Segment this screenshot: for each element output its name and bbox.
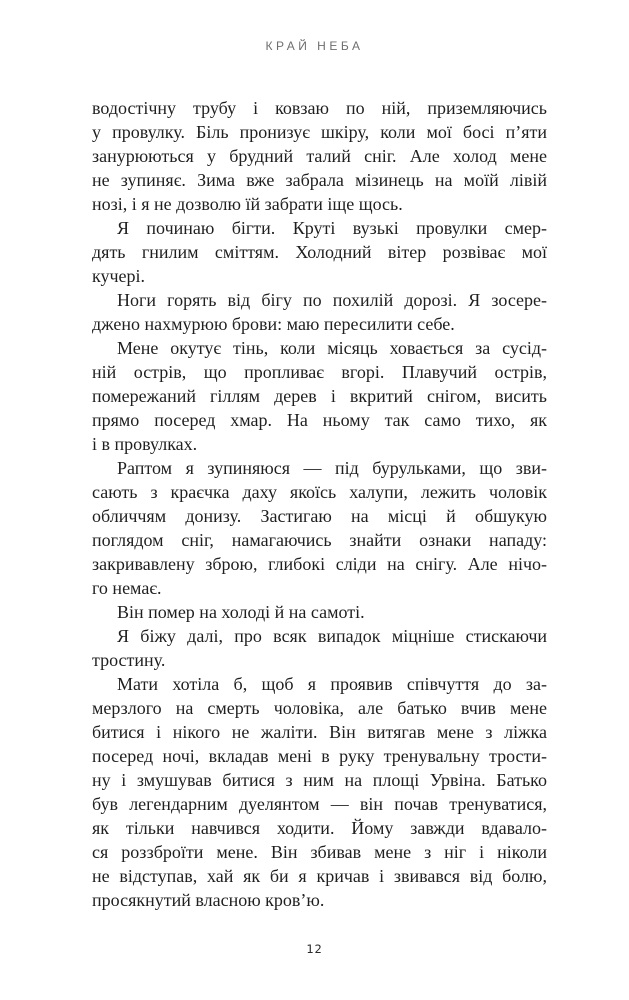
text-line: Він помер на холоді й на самоті. bbox=[117, 602, 365, 622]
text-line: водостічну трубу і ковзаю по ній, приземляючись bbox=[92, 98, 547, 118]
text-line: Я починаю бігти. Круті вузькі провулки смер- bbox=[117, 218, 547, 238]
text-line: ну і змушував битися з ним на площі Урвіна. Батько bbox=[92, 770, 547, 790]
text-line: ся роззброїти мене. Він збивав мене з ніг і ніколи bbox=[92, 842, 547, 862]
text-line: просякнутий власною кров’ю. bbox=[92, 890, 325, 910]
text-line: занурюються у брудний талий сніг. Але холод мене bbox=[92, 146, 547, 166]
text-line: Ноги горять від бігу по похилій дорозі. Я зосере- bbox=[117, 290, 547, 310]
text-line: сають з краєчка даху якоїсь халупи, лежить чоловік bbox=[92, 482, 547, 502]
text-line: не зупиняє. Зима вже забрала мізинець на моїй лівій bbox=[92, 170, 547, 190]
page-number: 12 bbox=[306, 942, 323, 956]
text-line: Я біжу далі, про всяк випадок міцніше стискаючи bbox=[117, 626, 547, 646]
text-line: закривавлену зброю, глибокі сліди на снігу. Але нічо- bbox=[92, 554, 547, 574]
text-line: мерзлого на смерть чоловіка, але батько вчив мене bbox=[92, 698, 547, 718]
text-line: Раптом я зупиняюся — під бурульками, що зви- bbox=[117, 458, 547, 478]
text-line: помережаний гіллям дерев і вкритий снігом, висить bbox=[92, 386, 547, 406]
text-line: Мати хотіла б, щоб я проявив співчуття до за- bbox=[117, 674, 547, 694]
text-line: прямо посеред хмар. На ньому так само тихо, як bbox=[92, 410, 547, 430]
text-line: і в провулках. bbox=[92, 434, 198, 454]
text-line: нозі, і я не дозволю їй забрати іще щось. bbox=[92, 194, 403, 214]
text-line: посеред ночі, вкладав мені в руку тренувальну трости- bbox=[92, 746, 547, 766]
text-line: не відступав, хай як би я кричав і звивався від болю, bbox=[92, 866, 547, 886]
body-text bbox=[92, 96, 547, 912]
text-line: у провулку. Біль пронизує шкіру, коли мої босі п’яти bbox=[92, 122, 547, 142]
text-line: поглядом сніг, намагаючись знайти ознаки нападу: bbox=[92, 530, 547, 550]
text-line: тростину. bbox=[92, 650, 166, 670]
text-line: був легендарним дуелянтом — він почав тренуватися, bbox=[92, 794, 547, 814]
text-line: кучері. bbox=[92, 266, 146, 286]
text-line: як тільки навчився ходити. Йому завжди вдавало- bbox=[92, 818, 547, 838]
text-line: Мене окутує тінь, коли місяць ховається за сусід- bbox=[117, 338, 547, 358]
text-line: ній острів, що пропливає вгорі. Плавучий острів, bbox=[92, 362, 547, 382]
text-line: го немає. bbox=[92, 578, 162, 598]
text-line: обличчям донизу. Застигаю на місці й обшукую bbox=[92, 506, 547, 526]
text-line: битися і нікого не жаліти. Він витягав мене з ліжка bbox=[92, 722, 547, 742]
text-line: дять гнилим сміттям. Холодний вітер розвіває мої bbox=[92, 242, 547, 262]
running-header: КРАЙ НЕБА bbox=[265, 39, 364, 53]
text-line: джено нахмурюю брови: маю пересилити себе. bbox=[92, 314, 455, 334]
